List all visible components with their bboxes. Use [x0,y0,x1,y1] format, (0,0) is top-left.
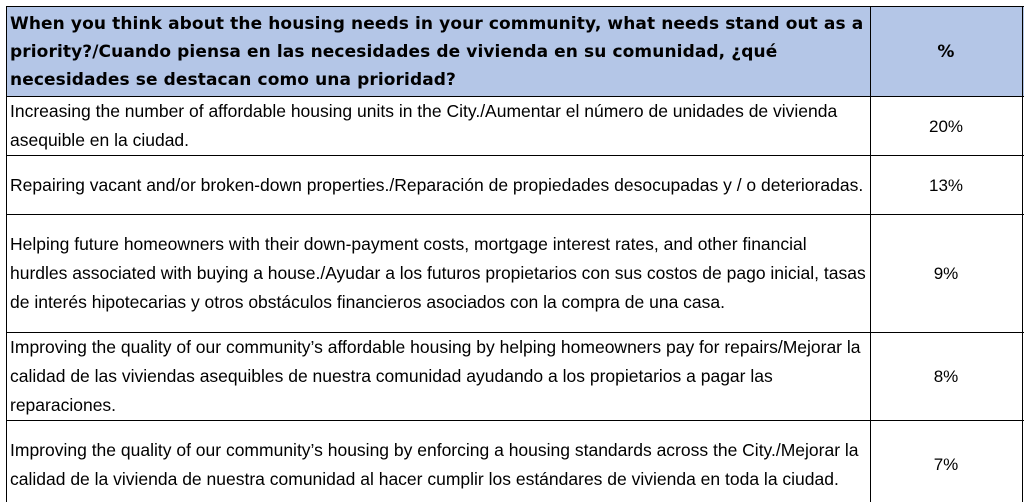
table-row [7,215,1024,333]
question-header-cell[interactable]: When you think about the housing needs in your community, what needs stand out as a priority?/Cuando piensa en las necesidades de vivienda en su comunidad, ¿qué necesidades se destacan como una prioridad? [7,7,871,97]
percent-header-cell[interactable]: % [871,7,1023,97]
percent-cell[interactable]: 20% [871,97,1023,156]
table-row [7,156,1024,215]
table-row [7,97,1024,156]
survey-results-table [6,6,1024,502]
answer-cell[interactable]: Improving the quality of our community’s housing by enforcing a housing standards across the City./Mejorar la calidad de la vivienda de nuestra comunidad al hacer cumplir los estándares de vivienda en toda la ciudad. [7,421,871,502]
percent-cell[interactable]: 13% [871,156,1023,215]
answer-cell[interactable]: Improving the quality of our community’s affordable housing by helping homeowners pay for repairs/Mejorar la calidad de las viviendas asequibles de nuestra comunidad ayudando a los propietarios a pagar las reparaciones. [7,333,871,421]
percent-cell[interactable]: 7% [871,421,1023,502]
table-row [7,421,1024,502]
percent-cell[interactable]: 8% [871,333,1023,421]
percent-cell[interactable]: 9% [871,215,1023,333]
table-row [7,333,1024,421]
header-row [7,7,1024,97]
answer-cell[interactable]: Increasing the number of affordable housing units in the City./Aumentar el número de unidades de vivienda asequible en la ciudad. [7,97,871,156]
answer-cell[interactable]: Helping future homeowners with their down-payment costs, mortgage interest rates, and other financial hurdles associated with buying a house./Ayudar a los futuros propietarios con sus costos de pago inicial, tasas de interés hipotecarias y otros obstáculos financieros asociados con la compra de una casa. [7,215,871,333]
answer-cell[interactable]: Repairing vacant and/or broken-down properties./Reparación de propiedades desocupadas y / o deterioradas. [7,156,871,215]
